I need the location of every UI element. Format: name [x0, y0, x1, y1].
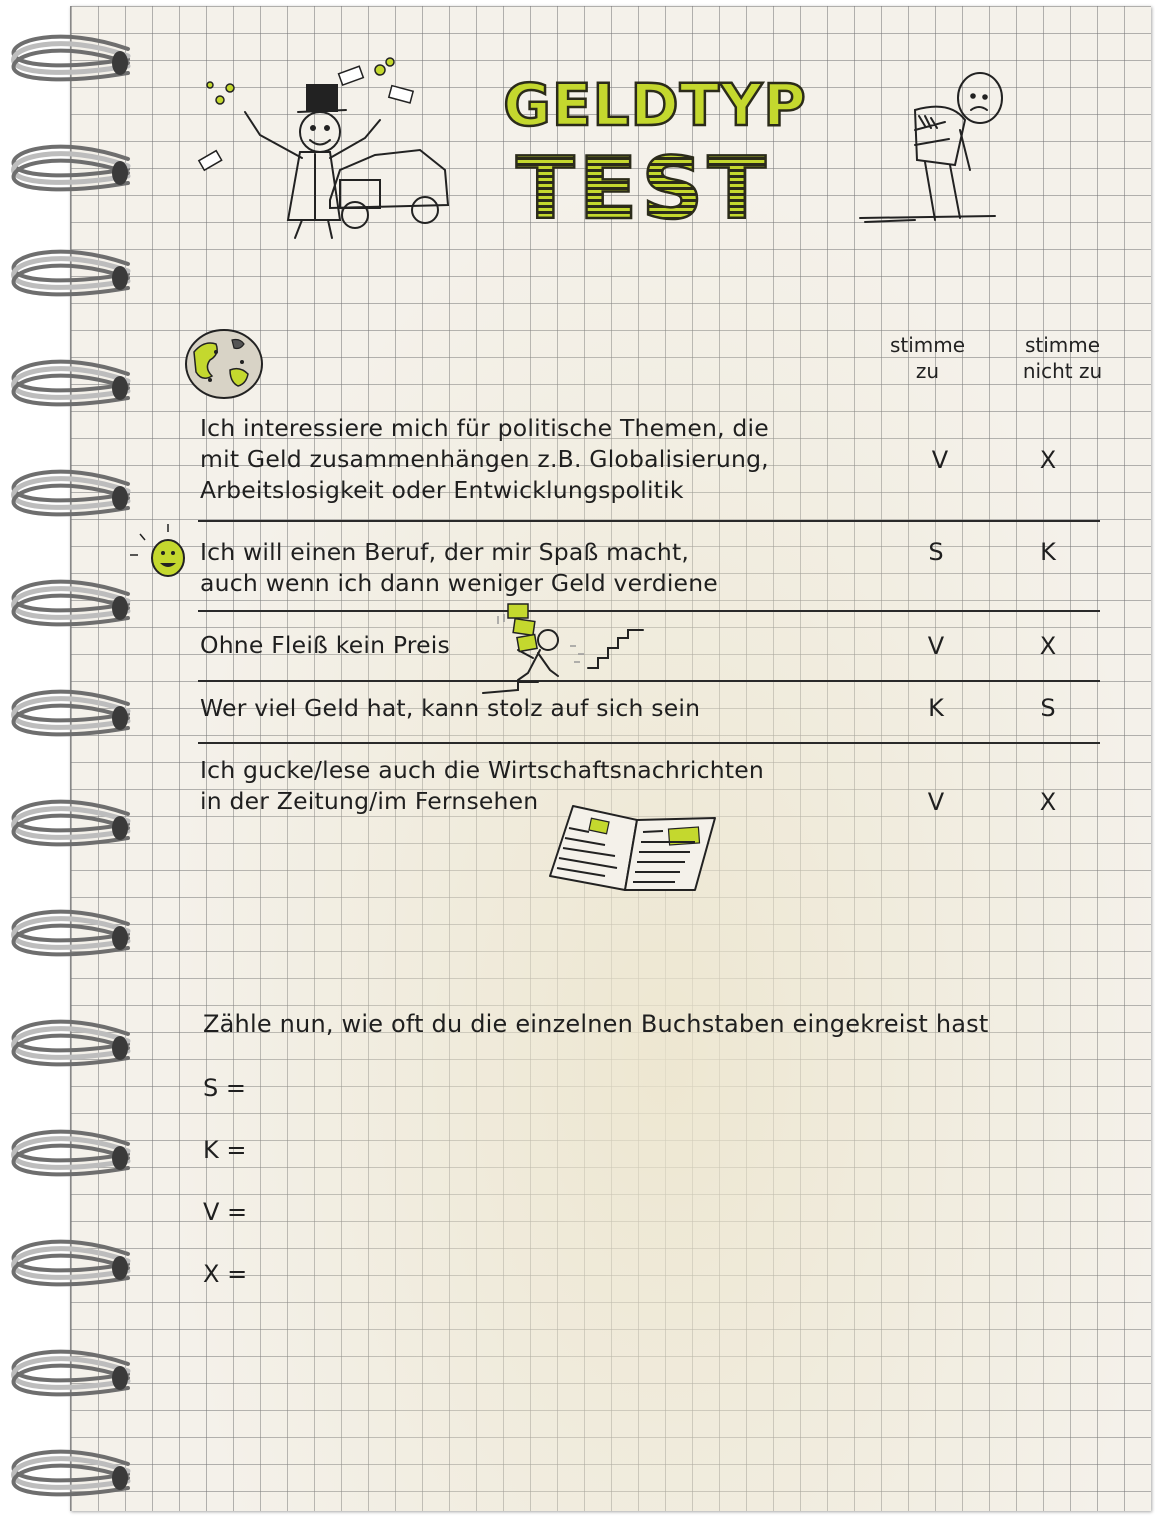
- binding-ring: [14, 692, 128, 735]
- binding-ring: [14, 1022, 128, 1065]
- binding-ring: [14, 252, 128, 295]
- binding-ring: [14, 37, 128, 80]
- question-4-text: Wer viel Geld hat, kann stolz auf sich sein: [200, 694, 701, 722]
- question-3-text: Ohne Fleiß kein Preis: [200, 631, 450, 659]
- question-3-disagree-letter[interactable]: X: [1039, 632, 1057, 660]
- binding-ring: [14, 472, 128, 515]
- question-2-disagree-letter[interactable]: K: [1040, 538, 1056, 566]
- question-1-text: Ich interessiere mich für politische Themen, die mit Geld zusammenhängen z.B. Globalisierung, Arbeitslosigkeit oder Entwicklungspolitik: [200, 414, 769, 504]
- stairs-climber-illustration: [478, 598, 648, 698]
- question-5-text: Ich gucke/lese auch die Wirtschaftsnachrichten in der Zeitung/im Fernsehen: [200, 756, 764, 815]
- column-header-disagree-text: stimme nicht zu: [1022, 333, 1103, 383]
- column-header-disagree: [1005, 332, 1120, 384]
- newspaper-illustration: [545, 798, 725, 893]
- question-4-disagree-letter[interactable]: S: [1040, 694, 1056, 722]
- question-5-agree-letter[interactable]: V: [927, 788, 945, 816]
- binding-ring: [14, 912, 128, 955]
- sad-man-illustration: [855, 70, 1015, 230]
- question-4-agree-letter[interactable]: K: [928, 694, 944, 722]
- binding-ring: [14, 1452, 128, 1495]
- question-5-disagree-letter[interactable]: X: [1039, 788, 1057, 816]
- count-row-x: X =: [203, 1260, 248, 1288]
- count-instruction: Zähle nun, wie oft du die einzelnen Buchstaben eingekreist hast: [203, 1010, 989, 1038]
- binding-ring: [14, 1242, 128, 1285]
- count-row-v: V =: [203, 1198, 248, 1226]
- question-1-agree-letter[interactable]: V: [931, 446, 949, 474]
- question-2-text: Ich will einen Beruf, der mir Spaß macht, auch wenn ich dann weniger Geld verdiene: [200, 538, 718, 597]
- row-divider: [198, 520, 1100, 522]
- row-divider: [198, 680, 1100, 682]
- binding-ring: [14, 362, 128, 405]
- row-divider: [198, 742, 1100, 744]
- column-header-agree-text: stimme zu: [889, 333, 966, 383]
- binding-ring: [14, 1352, 128, 1395]
- page-title: [495, 70, 815, 230]
- row-divider: [198, 610, 1100, 612]
- globe-icon: [180, 322, 272, 402]
- rich-man-with-car-illustration: [190, 40, 460, 240]
- column-header-agree: [880, 332, 975, 384]
- question-3-agree-letter[interactable]: V: [927, 632, 945, 660]
- title-line-2: TEST: [515, 139, 771, 230]
- binding-ring: [14, 147, 128, 190]
- binding-ring: [14, 1132, 128, 1175]
- count-row-k: K =: [203, 1136, 247, 1164]
- binding-ring: [14, 802, 128, 845]
- title-line-1: GELDTYP: [503, 71, 807, 139]
- spiral-binding: [0, 0, 140, 1517]
- count-row-s: S =: [203, 1074, 246, 1102]
- question-1-disagree-letter[interactable]: X: [1039, 446, 1057, 474]
- binding-ring: [14, 582, 128, 625]
- question-2-agree-letter[interactable]: S: [928, 538, 944, 566]
- smiley-face-icon: [128, 520, 198, 590]
